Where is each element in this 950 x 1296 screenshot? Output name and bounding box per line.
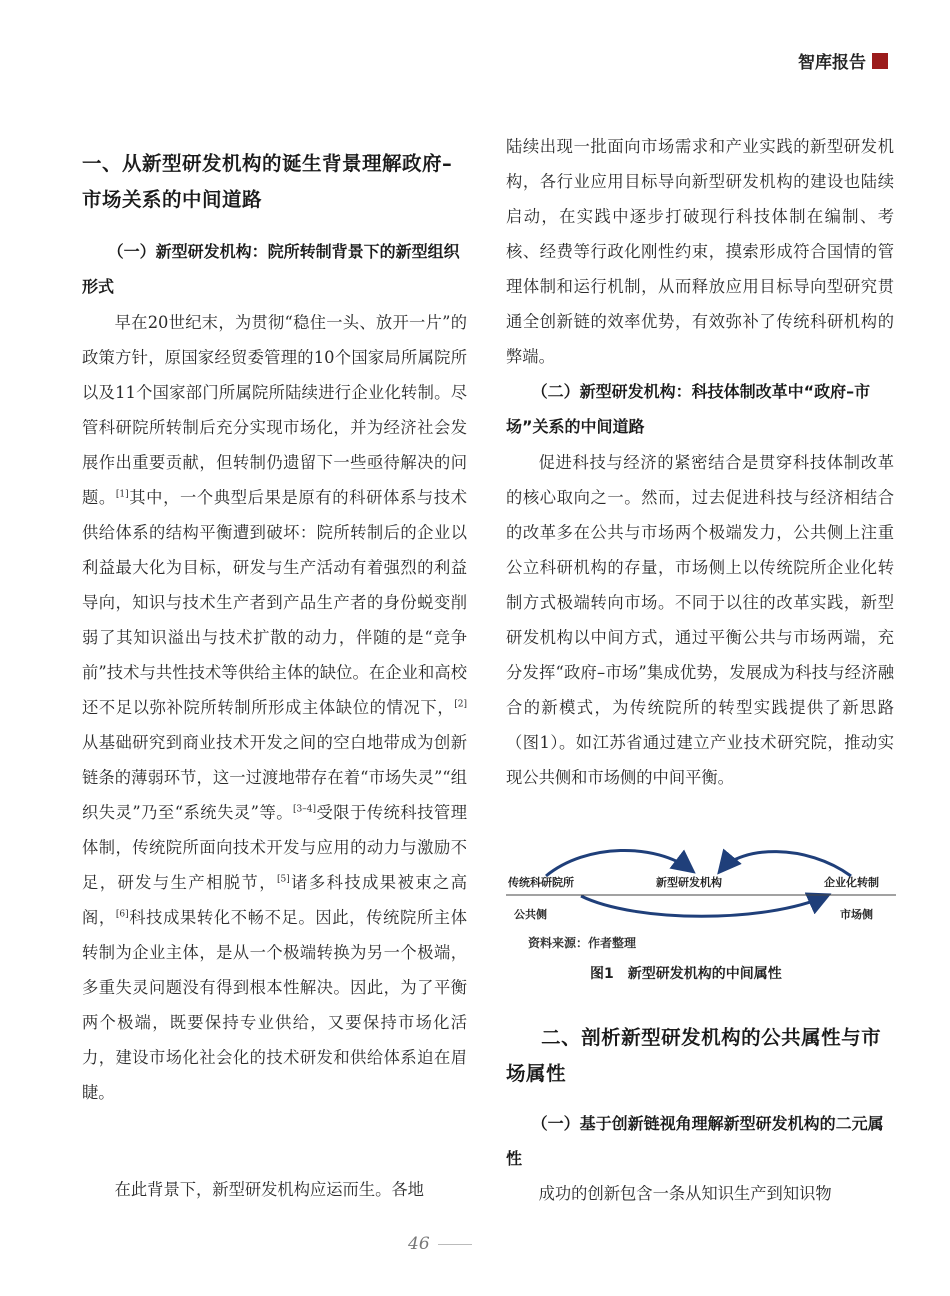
sub2-title: （二）新型研发机构：科技体制改革中“政府–市场”关系的中间道路	[506, 382, 871, 436]
left-body-paragraph	[82, 305, 467, 1110]
para1-a: 早在20世纪末，为贯彻“稳住一头、放开一片”的政策方针，原国家经贸委管理的10个国家局所属院所以及11个国家部门所属院所陆续进行企业化转制。尽管科研院所转制后充分实现市场化，并为经济社会发展作出重要贡献，但转制仍遗留下一些亟待解决的问题。	[82, 313, 467, 507]
para1-e: 诸多科技成果被束之高阁，	[82, 873, 467, 927]
arrow-left-to-right-bottom	[581, 896, 826, 916]
ref-6: [6]	[115, 909, 129, 920]
ref-3-4: [3–4]	[293, 804, 316, 815]
page-number-value: 46	[408, 1234, 430, 1254]
node-enterprise: 企业化转制	[824, 876, 879, 889]
left-para2: 在此背景下，新型研发机构应运而生。各地	[114, 1180, 424, 1199]
right-para-cont: 陆续出现一批面向市场需求和产业实践的新型研发机构，各行业应用目标导向新型研发机构的建设也陆续启动，在实践中逐步打破现行科技体制在编制、考核、经费等行政化刚性约束，摸索形成符合国情的管理体制和运行机制，从而释放应用目标导向型研究贯通全创新链的效率优势，有效弥补了传统科研机构的弊端。	[506, 137, 894, 366]
section1-title: 一、从新型研发机构的诞生背景理解政府–市场关系的中间道路	[82, 152, 453, 211]
header-title: 智库报告	[798, 53, 866, 73]
right-para4: 成功的创新包含一条从知识生产到知识物	[538, 1184, 832, 1203]
page-number	[408, 1234, 472, 1254]
right-para3: 促进科技与经济的紧密结合是贯穿科技体制改革的核心取向之一。然而，过去促进科技与经济相结合的改革多在公共与市场两个极端发力，公共侧上注重公立科研机构的存量，市场侧上以传统院所企业化转制方式极端转向市场。不同于以往的改革实践，新型研发机构以中间方式，通过平衡公共与市场两端，充分发挥“政府–市场”集成优势，发展成为科技与经济融合的新模式，为传统院所的转型实践提供了新思路（图1）。如江苏省通过建立产业技术研究院，推动实现公共侧和市场侧的中间平衡。	[506, 453, 894, 787]
sub1-title: （一）新型研发机构：院所转制背景下的新型组织形式	[82, 242, 460, 296]
label-public-side: 公共侧	[514, 908, 547, 921]
journal-header	[798, 48, 888, 73]
figure-caption: 图1 新型研发机构的中间属性	[590, 966, 782, 982]
header-square-icon	[872, 53, 888, 69]
section2-title: 二、剖析新型研发机构的公共属性与市场属性	[506, 1026, 882, 1085]
para1-c: 从基础研究到商业技术开发之间的空白地带成为创新链条的薄弱环节，这一过渡地带存在着“市场失灵”“组织失灵”乃至“系统失灵”等。	[82, 733, 467, 822]
label-market-side: 市场侧	[840, 908, 873, 921]
arrow-left-to-center	[546, 850, 691, 876]
ref-2: [2]	[454, 699, 467, 710]
page-number-rule	[438, 1244, 472, 1245]
para1-f: 科技成果转化不畅不足。因此，传统院所主体转制为企业主体，是从一个极端转换为另一个极端，多重失灵问题没有得到根本性解决。因此，为了平衡两个极端，既要保持专业供给，又要保持市场化活力，建设市场化社会化的技术研发和供给体系迫在眉睫。	[82, 908, 467, 1102]
ref-5: [5]	[276, 874, 290, 885]
sub3-title: （一）基于创新链视角理解新型研发机构的二元属性	[506, 1114, 884, 1168]
node-traditional: 传统科研院所	[508, 876, 574, 889]
para1-d: 受限于传统科技管理体制，传统院所面向技术开发与应用的动力与激励不足，研发与生产相脱节，	[82, 803, 467, 892]
node-new-rd: 新型研发机构	[656, 876, 722, 889]
arrow-right-to-center	[721, 852, 851, 876]
para1-b: 其中，一个典型后果是原有的科研体系与技术供给体系的结构平衡遭到破坏：院所转制后的企业以利益最大化为目标，研发与生产活动有着强烈的利益导向，知识与技术生产者到产品生产者的身份蜕变削弱了其知识溢出与技术扩散的动力，伴随的是“竞争前”技术与共性技术等供给主体的缺位。在企业和高校还不足以弥补院所转制所形成主体缺位的情况下，	[82, 488, 467, 717]
figure-source: 资料来源：作者整理	[528, 936, 637, 950]
ref-1: [1]	[115, 489, 129, 500]
